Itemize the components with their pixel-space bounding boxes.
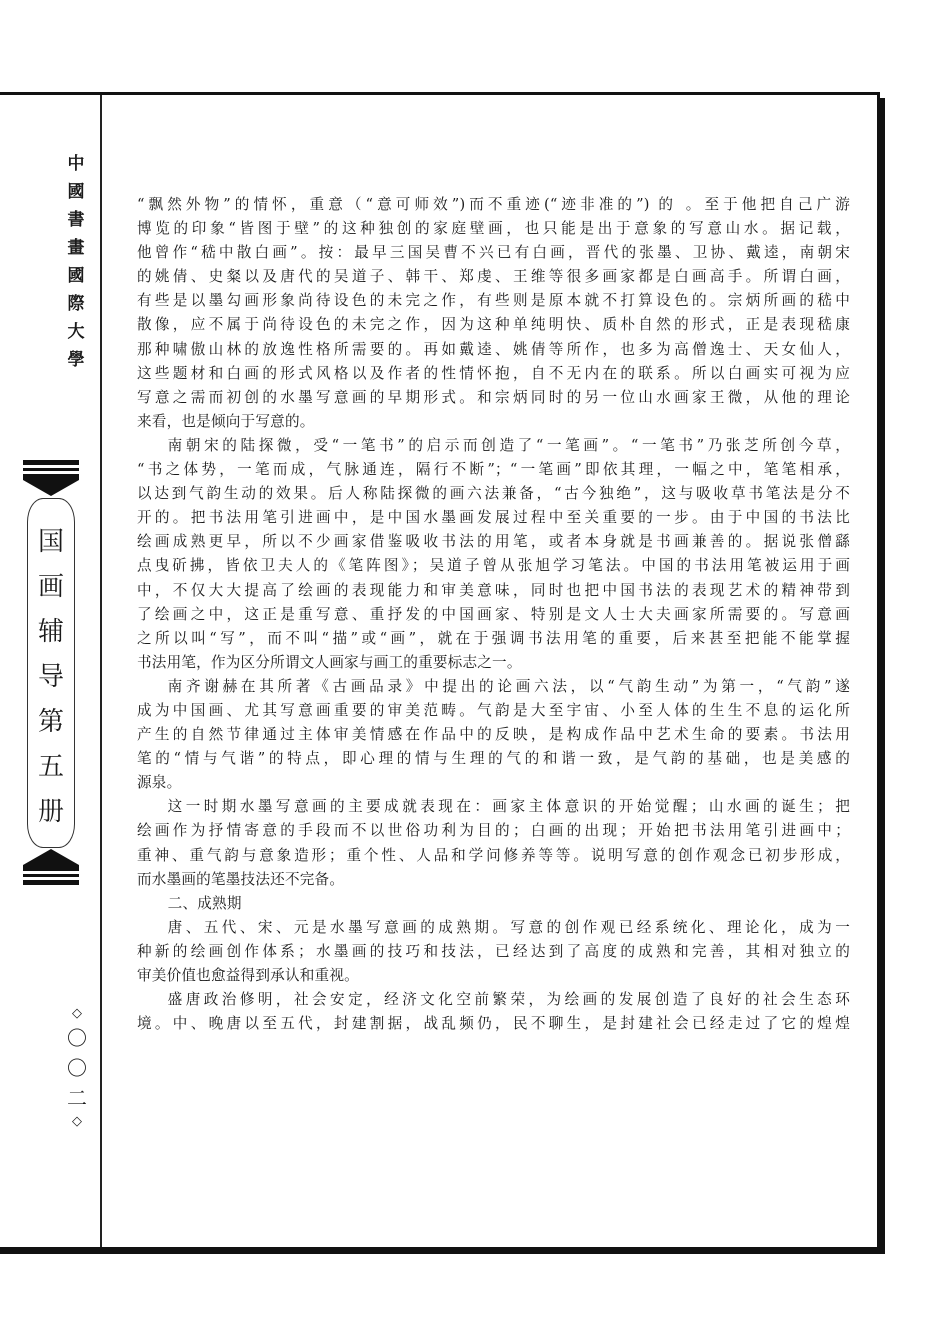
page-number — [64, 1005, 90, 1131]
frame-shadow-bottom — [0, 1250, 885, 1254]
text-line: “书之体势，一笔而成，气脉通连，隔行不断”；“一笔画”即依其理，一幅之中，笔笔相承， — [137, 461, 850, 479]
text-line: 这些题材和白画的形式风格以及作者的性情怀抱，自不无内在的联系。所以白画实可视为应 — [137, 364, 850, 382]
title-char: 国 — [37, 527, 64, 557]
text-line: 唐、五代、宋、元是水墨写意画的成熟期。写意的创作观已经系统化、理论化，成为一 — [167, 918, 850, 936]
banner-chevron-top — [23, 474, 79, 496]
text-line: 绘画成熟更早，所以不少画家借鉴吸收书法的用笔，或者本身就是书画兼善的。据说张僧繇 — [137, 533, 850, 551]
book-title — [27, 520, 75, 835]
text-line: 来看，也是倾向于写意的。 — [137, 412, 315, 430]
frame-shadow-right — [880, 98, 885, 1253]
text-line: 这一时期水墨写意画的主要成就表现在：画家主体意识的开始觉醒；山水画的诞生；把 — [167, 798, 850, 816]
text-line: 之所以叫“写”，而不叫“描”或“画”，就在于强调书法用笔的重要，后来甚至把能不能掌握 — [137, 629, 850, 647]
text-line: 的姚倩、史粲以及唐代的吴道子、韩干、郑虔、王维等很多画家都是白画高手。所谓白画， — [137, 268, 850, 286]
book-title-banner — [23, 460, 79, 885]
title-char: 辅 — [37, 617, 64, 647]
school-char: 書 — [67, 210, 85, 230]
text-line: 那种啸傲山林的放逸性格所需要的。再如戴逵、姚倩等所作，也多为高僧逸士、天女仙人， — [137, 340, 850, 358]
page-number-digits — [64, 1023, 90, 1113]
banner-bar-bottom-thin — [23, 874, 79, 877]
text-line: 源泉。 — [137, 774, 182, 792]
banner-chevron-bottom — [23, 849, 79, 871]
school-char: 中 — [67, 154, 85, 174]
text-line: 南朝宋的陆探微，受“一笔书”的启示而创造了“一笔画”。“一笔书”乃张芝所创今草， — [167, 436, 850, 454]
text-line: 成为中国画、尤其写意画重要的审美范畴。气韵是大至宇宙、小至人体的生生不息的运化所 — [137, 701, 850, 719]
text-line: 散像，应不属于尚待设色的未完之作，因为这种单纯明快、质朴自然的形式，正是表现嵇康 — [137, 316, 850, 334]
text-line: 写意之需而初创的水墨写意画的早期形式。和宗炳同时的另一位山水画家王微，从他的理论 — [137, 388, 850, 406]
banner-bar-bottom — [23, 880, 79, 885]
page-digit: 〇 — [67, 1056, 87, 1080]
text-line: 重神、重气韵与意象造形；重个性、人品和学问修养等等。说明写意的创作观念已初步形成， — [137, 846, 850, 864]
text-line: 有些是以墨勾画形象尚待设色的未完之作，有些则是原本就不打算设色的。宗炳所画的嵇中 — [137, 292, 850, 310]
school-char: 大 — [67, 322, 85, 342]
school-name — [62, 150, 90, 374]
banner-bar-top-thin — [23, 468, 79, 471]
text-line: 境。中、晚唐以至五代，封建割据，战乱频仍，民不聊生，是封建社会已经走过了它的煌煌 — [137, 1015, 850, 1033]
school-char: 國 — [67, 182, 85, 202]
banner-bar-top — [23, 460, 79, 465]
text-line: “飘然外物”的情怀，重意（“意可师效”)而不重迹(“迹非准的”) 的 。至于他把自己广游 — [137, 196, 850, 213]
text-line: 绘画作为抒情寄意的手段而不以世俗功利为目的；白画的出现；开始把书法用笔引进画中； — [137, 822, 850, 840]
text-line: 审美价值也愈益得到承认和重视。 — [137, 967, 359, 984]
body-text — [137, 193, 850, 1036]
text-line: 了绘画之中，这正是重写意、重抒发的中国画家、特别是文人士大夫画家所需要的。写意画 — [137, 605, 850, 623]
text-line: 笔的“情与气谐”的特点，即心理的情与生理的气的和谐一致，是气韵的基础，也是美感的 — [137, 750, 850, 768]
text-line: 而水墨画的笔墨技法还不完备。 — [137, 870, 345, 888]
text-line: 以达到气韵生动的效果。后人称陆探微的画六法兼备，“古今独绝”，这与吸收草书笔法是分不 — [137, 485, 850, 503]
text-line: 产生的自然节律通过主体审美情感在作品中的反映，是构成作品中艺术生命的要素。书法用 — [137, 726, 850, 744]
school-char: 國 — [67, 266, 85, 286]
title-char: 五 — [37, 752, 64, 782]
text-line: 种新的绘画创作体系；水墨画的技巧和技法，已经达到了高度的成熟和完善，其相对独立的 — [137, 942, 850, 960]
title-char: 册 — [37, 797, 64, 827]
text-line: 开的。把书法用笔引进画中，是中国水墨画发展过程中至关重要的一步。由于中国的书法比 — [137, 509, 850, 527]
text-line: 博览的印象“皆图于壁”的这种独创的家庭壁画，也只能是出于意象的写意山水。据记载， — [137, 220, 850, 238]
sidebar-divider — [100, 95, 102, 1247]
diamond-icon: ◇ — [72, 1006, 82, 1021]
title-char: 画 — [37, 572, 64, 602]
text-line: 书法用笔，作为区分所谓文人画家与画工的重要标志之一。 — [137, 653, 522, 671]
text-line: 他曾作“嵇中散白画”。按：最早三国吴曹不兴已有白画，晋代的张墨、卫协、戴逵，南朝宋 — [137, 244, 850, 262]
text-line: 中，不仅大大提高了绘画的表现能力和审美意味，同时也把中国书法的表现艺术的精神带到 — [137, 581, 850, 599]
title-char: 第 — [37, 707, 64, 737]
page-digit: 〇 — [67, 1026, 87, 1050]
text-line: 南齐谢赫在其所著《古画品录》中提出的论画六法，以“气韵生动”为第一，“气韵”遂 — [167, 677, 850, 695]
section-heading: 二、成熟期 — [167, 894, 242, 912]
text-line: 盛唐政治修明，社会安定，经济文化空前繁荣，为绘画的发展创造了良好的社会生态环 — [167, 991, 850, 1009]
school-char: 際 — [67, 294, 85, 314]
title-char: 导 — [37, 662, 64, 692]
page-digit: 二 — [67, 1086, 87, 1110]
diamond-icon: ◇ — [72, 1114, 82, 1129]
text-line: 点曳斫拂，皆依卫夫人的《笔阵图》；吴道子曾从张旭学习笔法。中国的书法用笔被运用于画 — [137, 557, 850, 575]
school-char: 畫 — [67, 238, 85, 258]
school-char: 學 — [67, 350, 85, 370]
